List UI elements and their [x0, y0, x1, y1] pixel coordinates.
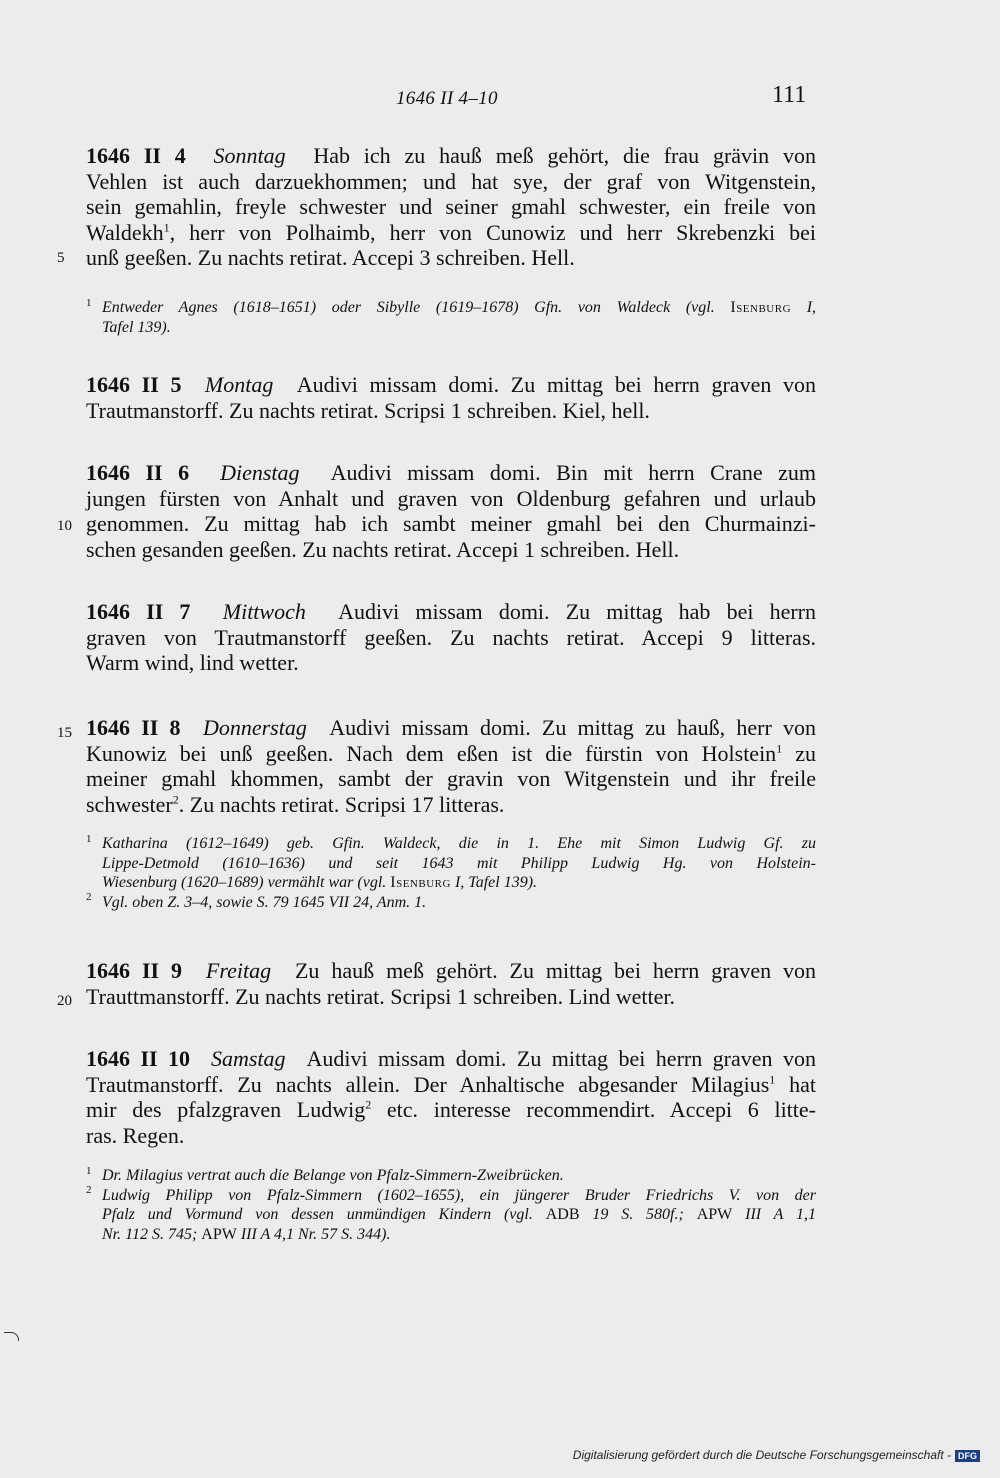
footnote-ref: 1	[769, 1072, 776, 1087]
entry-weekday: Freitag	[205, 958, 272, 983]
entry-line: schen gesanden geeßen. Zu nachts retirat. Accepi 1 schreiben. Hell.	[86, 536, 680, 562]
diary-entry	[86, 958, 816, 1009]
footnote-ref: 2	[172, 792, 179, 807]
entry-line: Warm wind, lind wetter.	[86, 650, 299, 675]
diary-entry	[86, 143, 816, 271]
page-number: 111	[772, 82, 807, 108]
diary-entry	[86, 599, 816, 676]
footnote-ref: 1	[163, 220, 170, 235]
margin-mark	[4, 1332, 19, 1341]
entry-line: sein gemahlin, freyle schwester und seiner gmahl schwester, ein freile von	[86, 194, 816, 219]
dfg-logo: DFG	[955, 1450, 980, 1462]
entry-date: 1646 II 5	[86, 372, 182, 397]
digitization-credit: Digitalisierung gefördert durch die Deutsche Forschungsgemeinschaft - DFG	[573, 1448, 980, 1462]
diary-entry	[86, 460, 816, 562]
footnote-ref: 1	[776, 741, 783, 756]
entry-line: 1646 II 8 Donnerstag Audivi missam domi. Zu mittag zu hauß, herr von	[86, 715, 817, 740]
entry-date: 1646 II 4	[86, 143, 186, 168]
entry-line: 1646 II 6 Dienstag Audivi missam domi. Bin mit herrn Crane zum	[86, 460, 817, 485]
entry-line: Trautmanstorff. Zu nachts allein. Der Anhaltische abgesander Milagius$^1$ hat	[86, 1071, 816, 1097]
entry-date: 1646 II 10	[86, 1046, 191, 1071]
entry-line: Trautmanstorff. Zu nachts retirat. Scripsi 1 schreiben. Kiel, hell.	[86, 397, 650, 423]
line-number: 10	[57, 518, 72, 534]
entry-date: 1646 II 9	[86, 958, 183, 983]
entry-line: genommen. Zu mittag hab ich sambt meiner gmahl bei den Churmainzi-	[86, 511, 816, 536]
line-number: 20	[57, 993, 72, 1009]
entry-line: graven von Trautmanstorff geeßen. Zu nachts retirat. Accepi 9 litteras.	[86, 624, 816, 650]
diary-entry	[86, 372, 816, 423]
entry-weekday: Montag	[204, 372, 274, 397]
line-number: 15	[57, 725, 72, 741]
entry-line: jungen fürsten von Anhalt und graven von Oldenburg gefahren und urlaub	[86, 485, 816, 511]
entry-line: Vehlen ist auch darzuekhommen; und hat sye, der graf von Witgenstein,	[86, 168, 816, 194]
line-number: 5	[57, 250, 65, 266]
entry-weekday: Dienstag	[220, 460, 300, 485]
footnote: 1 Dr. Milagius vertrat auch die Belange von Pfalz-Simmern-Zweibrücken. 2 Ludwig Philipp von Pfalz-Simmern (1602–1655), ein jüngerer Bruder Friedrichs V. von der Pfalz und Vormund von dessen unmündigen Kindern (vgl. ADB 19 S. 580f.; APW III A 1,1 Nr. 112 S. 745; APW III A 4,1 Nr. 57 S. 344).	[86, 1164, 816, 1243]
footnote: 1 Entweder Agnes (1618–1651) oder Sibylle (1619–1678) Gfn. von Waldeck (vgl. Isenburg I, Tafel 139).	[86, 296, 817, 336]
entry-date: 1646 II 7	[86, 599, 191, 624]
entry-line: Kunowiz bei unß geeßen. Nach dem eßen ist die fürstin von Holstein$^1$ zu	[86, 740, 816, 766]
entry-weekday: Samstag	[210, 1046, 286, 1071]
entry-line: unß geeßen. Zu nachts retirat. Accepi 3 schreiben. Hell.	[86, 245, 575, 270]
entry-line: Trauttmanstorff. Zu nachts retirat. Scripsi 1 schreiben. Lind wetter.	[86, 983, 675, 1009]
diary-entry	[86, 715, 816, 817]
entry-weekday: Sonntag	[213, 143, 286, 168]
footnote: 1 Katharina (1612–1649) geb. Gfin. Waldeck, die in 1. Ehe mit Simon Ludwig Gf. zu Lippe-Detmold (1610–1636) und seit 1643 mit Philipp Ludwig Hg. von Holstein- Wiesenburg (1620–1689) vermählt war (vgl. Isenburg I, Tafel 139). 2 Vgl. oben Z. 3–4, sowie S. 79 1645 VII 24, Anm. 1.	[86, 832, 816, 911]
entry-line: 1646 II 7 Mittwoch Audivi missam domi. Zu mittag hab bei herrn	[86, 599, 817, 624]
entry-line: Waldekh$^1$, herr von Polhaimb, herr von Cunowiz und herr Skrebenzki bei	[86, 219, 816, 245]
entry-date: 1646 II 6	[86, 460, 190, 485]
entry-line: 1646 II 9 Freitag Zu hauß meß gehört. Zu mittag bei herrn graven von	[86, 958, 817, 983]
entry-line: 1646 II 10 Samstag Audivi missam domi. Zu mittag bei herrn graven von	[86, 1046, 816, 1071]
entry-line: ras. Regen.	[86, 1122, 185, 1148]
entry-line: schwester$^2$. Zu nachts retirat. Scripsi 17 litteras.	[86, 791, 505, 817]
entry-line: 1646 II 5 Montag Audivi missam domi. Zu mittag bei herrn graven von	[86, 372, 817, 397]
entry-date: 1646 II 8	[86, 715, 181, 740]
entry-line: meiner gmahl khommen, sambt der gravin von Witgenstein und ihr freile	[86, 766, 816, 791]
running-header: 1646 II 4–10	[396, 88, 498, 109]
entry-weekday: Mittwoch	[222, 599, 306, 624]
entry-line: 1646 II 4 Sonntag Hab ich zu hauß meß gehört, die frau grävin von	[86, 143, 817, 168]
entry-weekday: Donnerstag	[202, 715, 307, 740]
footnote-ref: 2	[365, 1097, 372, 1112]
diary-entry	[86, 1046, 816, 1148]
entry-line: mir des pfalzgraven Ludwig$^2$ etc. interesse recommendirt. Accepi 6 litte-	[86, 1097, 816, 1122]
